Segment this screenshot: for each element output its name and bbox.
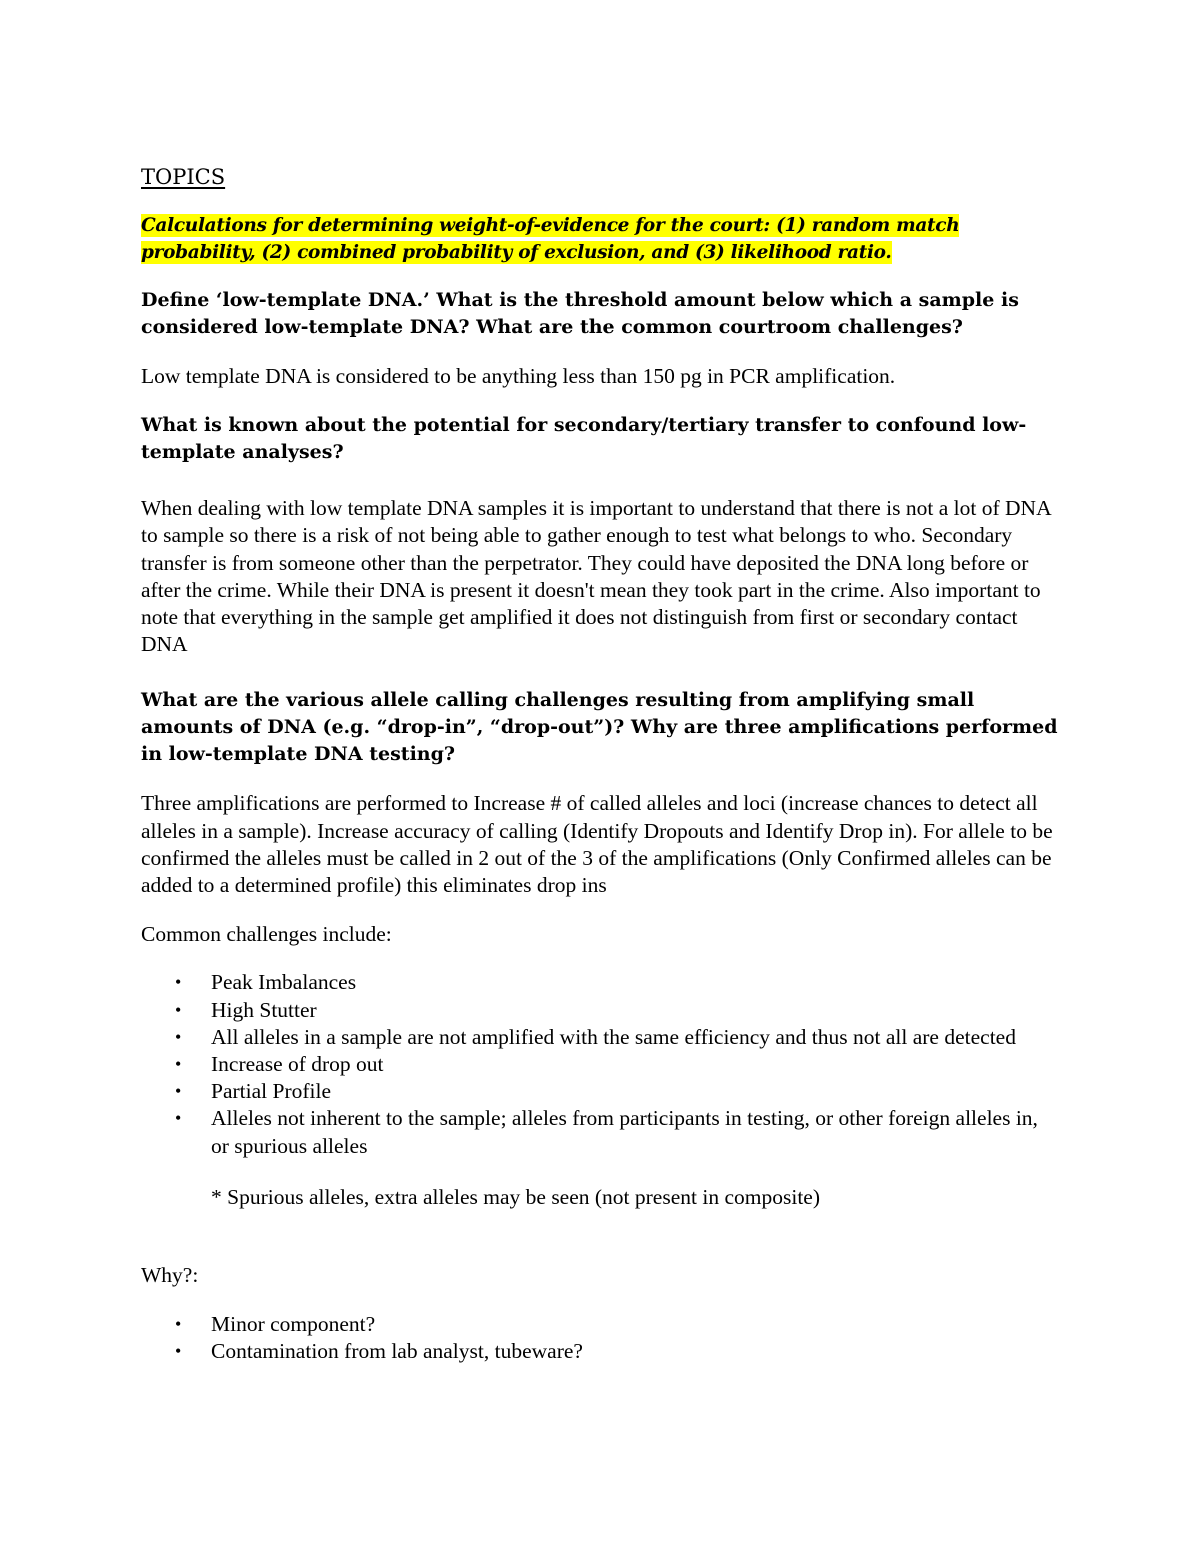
topics-heading: TOPICS bbox=[141, 165, 226, 189]
bullet-icon: • bbox=[175, 972, 182, 993]
question-low-template-definition: Define ‘low-template DNA.’ What is the threshold amount below which a sample is considered low-template DNA? What are the common courtroom challenges? bbox=[141, 289, 1019, 338]
why-intro: Why?: bbox=[141, 1263, 199, 1288]
bullet-icon: • bbox=[175, 1026, 182, 1047]
challenges-intro: Common challenges include: bbox=[141, 922, 392, 947]
list-item bbox=[141, 1051, 1061, 1078]
answer-secondary-transfer: When dealing with low template DNA samples it is important to understand that there is not a lot of DNA to sample so there is a risk of not being able to gather enough to test what belongs to who. Secondary transfer is from someone other than the perpetrator. They could have deposited the DNA long before or after the crime. While their DNA is present it doesn't mean they took part in the crime. Also important to note that everything in the sample get amplified it does not distinguish from first or secondary contact DNA bbox=[141, 496, 1051, 657]
list-item bbox=[141, 969, 1061, 996]
list-item-text: Peak Imbalances bbox=[211, 970, 357, 995]
question-allele-calling: What are the various allele calling challenges resulting from amplifying small amounts of DNA (e.g. “drop-in”, “drop-out”)? Why are three amplifications performed in low-template DNA testing? bbox=[141, 689, 1058, 766]
list-item-text: All alleles in a sample are not amplified with the same efficiency and thus not all are detected bbox=[211, 1024, 1016, 1049]
bullet-icon: • bbox=[175, 1081, 182, 1102]
bullet-icon: • bbox=[175, 1314, 182, 1335]
bullet-icon: • bbox=[175, 1341, 182, 1362]
list-item-text: Minor component? bbox=[211, 1312, 376, 1337]
bullet-icon: • bbox=[175, 999, 182, 1020]
list-item bbox=[141, 1311, 1061, 1338]
list-item-text: Increase of drop out bbox=[211, 1052, 384, 1077]
list-item bbox=[141, 997, 1061, 1024]
highlighted-topic bbox=[141, 212, 1061, 266]
list-item-text: Contamination from lab analyst, tubeware? bbox=[211, 1339, 583, 1364]
list-item bbox=[141, 1105, 1061, 1159]
answer-low-template-definition: Low template DNA is considered to be anything less than 150 pg in PCR amplification. bbox=[141, 364, 896, 388]
bullet-icon: • bbox=[175, 1108, 182, 1129]
document-page bbox=[141, 164, 1061, 1366]
spurious-alleles-note: * Spurious alleles, extra alleles may be seen (not present in composite) bbox=[211, 1184, 820, 1209]
list-item-text: Alleles not inherent to the sample; alleles from participants in testing, or other foreign alleles in, or spurious alleles bbox=[211, 1106, 1038, 1158]
highlighted-topic-text: Calculations for determining weight-of-evidence for the court: (1) random match probability, (2) combined probability of exclusion, and (3) likelihood ratio. bbox=[141, 215, 960, 263]
list-item-text: High Stutter bbox=[211, 997, 317, 1022]
why-list bbox=[141, 1311, 1061, 1365]
list-item bbox=[141, 1078, 1061, 1105]
challenges-list bbox=[141, 969, 1061, 1159]
answer-allele-calling: Three amplifications are performed to Increase # of called alleles and loci (increase chances to detect all alleles in a sample). Increase accuracy of calling (Identify Dropouts and Identify Drop in). For allele to be confirmed the alleles must be called in 2 out of the 3 of the amplifications (Only Confirmed alleles can be added to a determined profile) this eliminates drop ins bbox=[141, 791, 1053, 898]
question-secondary-transfer: What is known about the potential for secondary/tertiary transfer to confound low-template analyses? bbox=[141, 414, 1027, 464]
list-item-text: Partial Profile bbox=[211, 1079, 332, 1104]
list-item bbox=[141, 1024, 1061, 1051]
bullet-icon: • bbox=[175, 1054, 182, 1075]
list-item bbox=[141, 1338, 1061, 1365]
